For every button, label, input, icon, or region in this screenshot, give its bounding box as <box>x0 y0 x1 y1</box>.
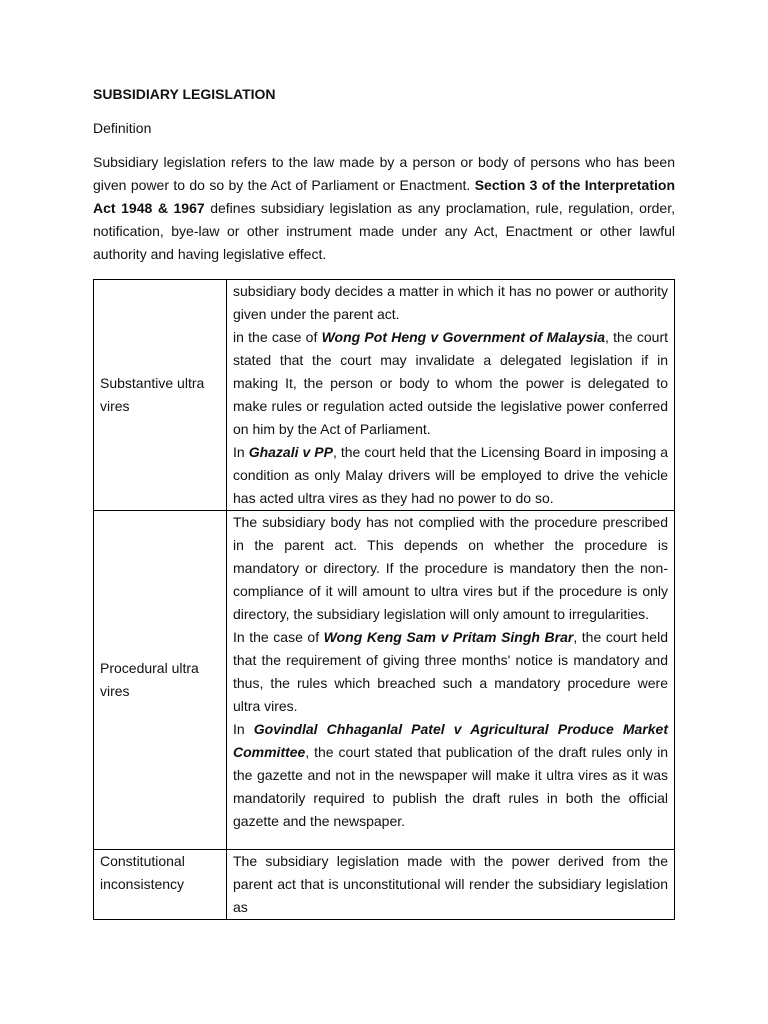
definition-heading: Definition <box>93 120 152 136</box>
ultra-vires-table <box>93 279 675 920</box>
definition-paragraph <box>93 151 675 266</box>
case-text: , the court stated that the court may invalidate a delegated legislation if in making It, the person or body to whom the power is delegated to make rules or regulation acted outside the legislative power conferred on him by the Act of Parliament. <box>233 329 668 437</box>
page-title: SUBSIDIARY LEGISLATION <box>93 86 276 102</box>
row-content-constitutional <box>227 850 675 920</box>
case-name: Govindlal Chhaganlal Patel v Agricultural Produce Market Committee <box>233 721 668 760</box>
intro-text-2: defines subsidiary legislation as any proclamation, rule, regulation, order, notification, bye-law or other instrument made under any Act, Enactment or other lawful authority and having legislative effect. <box>93 200 675 262</box>
case-text: , the court held that the requirement of giving three months' notice is mandatory and thus, the rules which breached such a mandatory procedure were ultra vires. <box>233 629 668 714</box>
case-intro: In the case of <box>233 629 324 645</box>
procedural-case-2 <box>233 718 668 833</box>
case-intro: In <box>233 721 254 737</box>
substantive-case-1 <box>233 326 668 441</box>
case-intro: In <box>233 444 249 460</box>
case-name: Ghazali v PP <box>248 444 333 460</box>
procedural-case-1 <box>233 626 668 718</box>
row-content-substantive <box>227 280 675 511</box>
document-page <box>93 84 675 920</box>
case-text: , the court held that the Licensing Board in imposing a condition as only Malay drivers will be employed to drive the vehicle has acted ultra vires as they had no power to do so. <box>233 444 668 506</box>
substantive-case-2 <box>233 441 668 510</box>
constitutional-definition: The subsidiary legislation made with the power derived from the parent act that is unconstitutional will render the subsidiary legislation as <box>233 853 668 915</box>
case-intro: in the case of <box>233 329 322 345</box>
case-text: , the court stated that publication of the draft rules only in the gazette and not in the newspaper will make it ultra vires as it was mandatorily required to publish the draft rules in both the official gazette and the newspaper. <box>233 744 668 829</box>
row-content-procedural <box>227 511 675 850</box>
table-row-substantive <box>94 280 675 511</box>
intro-text-1: Subsidiary legislation refers to the law made by a person or body of persons who has been given power to do so by the Act of Parliament or Enactment. <box>93 154 675 193</box>
table-row-procedural <box>94 511 675 850</box>
row-label-procedural: Procedural ultra vires <box>94 511 227 850</box>
procedural-definition: The subsidiary body has not complied with the procedure prescribed in the parent act. This depends on whether the procedure is mandatory or directory. If the procedure is mandatory then the non-compliance of it will amount to ultra vires but if the procedure is only directory, the subsidiary legislation will only amount to irregularities. <box>233 514 668 622</box>
substantive-definition: subsidiary body decides a matter in which it has no power or authority given under the parent act. <box>233 283 668 322</box>
table-row-constitutional <box>94 850 675 920</box>
case-name: Wong Pot Heng v Government of Malaysia <box>321 329 606 345</box>
row-label-constitutional: Constitutional inconsistency <box>94 850 227 920</box>
case-name: Wong Keng Sam v Pritam Singh Brar <box>323 629 574 645</box>
row-label-substantive: Substantive ultra vires <box>94 280 227 511</box>
intro-bold-reference: Section 3 of the Interpretation Act 1948 & 1967 <box>93 177 675 216</box>
